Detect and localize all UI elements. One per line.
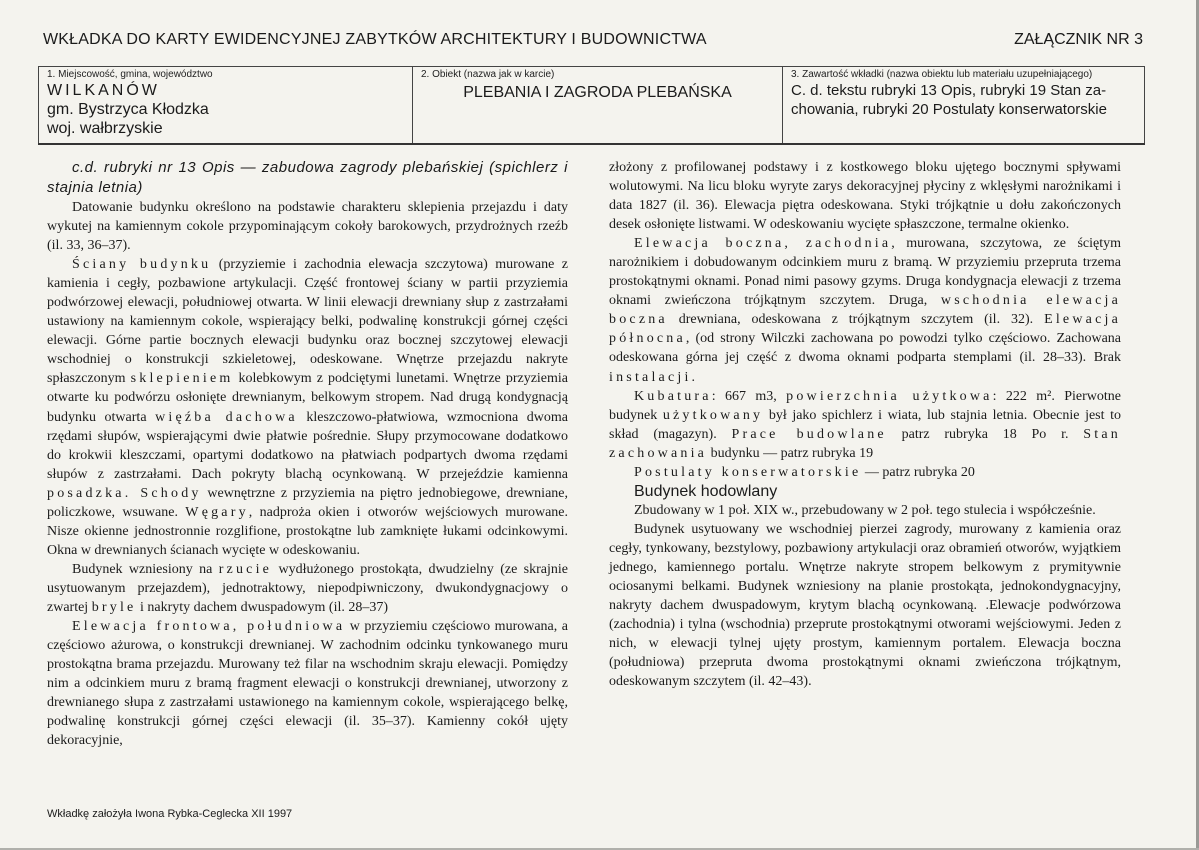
- text: Budynek wzniesiony na: [72, 561, 219, 577]
- field-location-commune: gm. Bystrzyca Kłodzka: [47, 101, 209, 118]
- header-table: [38, 66, 1145, 144]
- form-title: WKŁADKA DO KARTY EWIDENCYJNEJ ZABYTKÓW ARCHITEKTURY I BUDOWNICTWA: [43, 31, 707, 48]
- term: Stan zachowania: [609, 426, 1121, 461]
- term: Kubatura: [634, 388, 712, 404]
- text: patrz rubryka 18 Po r.: [886, 426, 1084, 442]
- text: kleszczowo-płatwiowa, wzmocniona dwoma rzędami słupów, wspierającymi dwie płatwie pośrednie. Słupy przymocowane dodatkowo do krokwii kleszczami, opartymi dodatkowo na płatwiach podpartych dwoma rzędami słupów z zastrzałami. Dach pokryty blachą ocynkowaną. W przejeździe kamienna: [47, 409, 568, 482]
- right-column: [609, 158, 1121, 691]
- term: Prace budowlane: [731, 426, 887, 442]
- paragraph-description: Budynek usytuowany we wschodniej pierzei zagrody, murowany z kamienia oraz cegły, tynkowany, bezstylowy, pozbawiony artykulacji oraz obramień otworów, wyjątkiem jednego, kamiennego portalu. Wnętrze nakryte stropem belkowym z prymitywnie ociosanymi belkami. Budynek wzniesiony na planie prostokąta, jednokondygnacyjny, nakryty dachem dwuspadowym, krytym blachą ocynkowaną. .Elewacje podwórzowa (zachodnia) i tylna (wschodnia) przeprute prostokątnymi otworami wejściowymi. Jeden z nich, w elewacji tylnej ujęty prostym, kamiennym portalem. Elewacja boczna (południowa) przepruta dwoma prostokątnymi oknami zwieńczona trójkątnym, odeskowanym szczytem (il. 42–43).: [609, 521, 1121, 690]
- text: (przyziemie i zachodnia elewacja szczytowa) murowane z kamienia i cegły, pozbawione artykulacji. Część frontowej ściany w partii przyziemia podwórzowej elewacji, południowej otwarta. W linii elewacji drewniany słup z zastrzałami ustawiony na kamiennym cokole, wspierający belki, podwalinę konstrukcji górnej części elewacji. Górne partie bocznych elewacji budynku oraz bocznej szczytowej elewacji wschodniej o konstrukcji szkieletowej, odeskowane. Wnętrze przejazdu nakryte spłaszczonym: [47, 257, 568, 387]
- text: wydłużonego prostokąta, dwudzielny (ze skrajnie usytuowanym przejazdem), jednotraktowy, niepodpiwniczony, dwukondygnacjowy o zwartej: [47, 561, 568, 615]
- paragraph-construction: Zbudowany w 1 poł. XIX w., przebudowany w 2 poł. tego stulecia i współcześnie.: [634, 502, 1096, 518]
- term: Elewacja północna: [609, 312, 1121, 347]
- text: budynku — patrz rubryka 19: [707, 445, 874, 461]
- field-contents-line1: C. d. tekstu rubryki 13 Opis, rubryki 19 Stan za-: [791, 82, 1107, 99]
- text: kolebkowym z podciętymi lunetami. Wnętrze przyziemia otwarte ku podwórzu osłonięte drewnianym, belkowym stropem. Nad drugą kondygnacją budynku otwarta: [47, 371, 569, 425]
- term: Elewacja boczna, zachodnia: [634, 236, 892, 252]
- field-location-town: WILKANÓW: [47, 82, 160, 99]
- annex-number: ZAŁĄCZNIK NR 3: [1014, 31, 1143, 48]
- paragraph-side-elevations: [609, 234, 1121, 386]
- term: wschodnia elewacja boczna: [609, 293, 1121, 328]
- field-location: [39, 67, 413, 143]
- left-column: [47, 158, 568, 750]
- text: , murowana, szczytowa, ze ściętym narożnikiem i dobudowanym odcinkiem muru z bramą. W przyziemiu przepruta trzema prostokątnymi oknami. Ponad nimi pasowy gzyms. Druga kondygnacja elewacji z trzema oknami zwieńczona trójkątnym szczytem. Druga,: [609, 236, 1121, 309]
- term: Węgary: [185, 504, 249, 520]
- field-contents: [783, 67, 1144, 143]
- paragraph-walls: [47, 255, 568, 560]
- field-object: [413, 67, 783, 143]
- paragraph-postulates: [609, 463, 1121, 482]
- paragraph-continuation: złożony z profilowanej podstawy i z kostkowego bloku ujętego bocznymi spływami wolutowymi. Na licu bloku wyryte zarys dekoracyjnej płyciny z wklęsłymi narożnikami i data 1827 (il. 36). Elewacja piętra odeskowana. Styki trójkątnie u dołu zakończonych desek osłonięte listwami. W odeskowaniu wycięte spłaszczone, termalne okienko.: [609, 160, 1121, 233]
- section-heading: Budynek hodowlany: [634, 482, 778, 500]
- term: Ściany budynku: [72, 257, 212, 273]
- text: wewnętrzne z przyziemia na piętro jednobiegowe, drewniane, policzkowe, wsuwane.: [47, 485, 569, 520]
- paragraph-cubature: [609, 387, 1121, 463]
- term: powierzchnia użytkowa: [786, 388, 993, 404]
- text: , (od strony Wilczki zachowana po powodzi tylko częściowo. Zachowana odeskowana górna jej część z dwoma oknami podparta stemplami (il. 28–33). Brak: [609, 331, 1121, 366]
- text: był jako spichlerz i wiata, lub stajnia letnia. Obecnie jest to skład (magazyn).: [609, 407, 1121, 442]
- text: — patrz rubryka 20: [861, 464, 975, 480]
- term: bryle: [91, 599, 137, 615]
- text: : 222 m². Pierwotne budynek: [609, 388, 1122, 423]
- text: , nadproża okien i otworów wejściowych murowane. Nisze okienne jednostronnie rozglifione, prostokątne lub zamknięte łukami odcinkowymi. Okna w drewnianych ścianach wycięte w odeskowaniu.: [47, 504, 568, 558]
- term: Postulaty konserwatorskie: [634, 464, 862, 480]
- field-contents-label: 3. Zawartość wkładki (nazwa obiektu lub materiału uzupełniającego): [791, 69, 1093, 80]
- term: posadzka. Schody: [47, 485, 202, 501]
- text: w przyziemiu częściowo murowana, a częściowo ażurowa, o konstrukcji drewnianej. W zachodnim odcinku tynkowanego muru prostokątna brama przejazdu. Murowany też filar na wschodnim skraju elewacji. Pomiędzy nim a odcinkiem muru z bramą fragment elewacji o konstrukcji drewnianej, utworzony z drewnianego słupa z zastrzałami ustawionego na kamiennym cokole, wspierającego belkę, podwalinę konstrukcji górnej części elewacji (il. 35–37). Kamienny cokół ujęty dekoracyjnie,: [47, 619, 568, 749]
- field-location-voivodeship: woj. wałbrzyskie: [47, 120, 163, 137]
- term: więźba dachowa: [155, 409, 298, 425]
- field-location-label: 1. Miejscowość, gmina, województwo: [47, 69, 213, 80]
- header-divider: [38, 143, 1145, 145]
- section-subtitle: c.d. rubryki nr 13 Opis — zabudowa zagrody plebańskiej (spichlerz i stajnia letnia): [47, 159, 568, 196]
- term: Elewacja frontowa, południowa: [72, 619, 346, 635]
- field-contents-line2: chowania, rubryki 20 Postulaty konserwatorskie: [791, 101, 1107, 118]
- footer-author: Wkładkę założyła Iwona Rybka-Ceglecka XII 1997: [47, 808, 293, 820]
- text: drewniana, odeskowana z trójkątnym szczytem (il. 32).: [667, 312, 1045, 328]
- term: instalacji: [609, 369, 692, 385]
- term: rzucie: [218, 561, 273, 577]
- paragraph-front-elevation: [47, 617, 568, 750]
- text: : 667 m3,: [711, 388, 787, 404]
- term: użytkowany: [662, 407, 764, 423]
- paragraph-plan: [47, 560, 568, 617]
- paragraph-dating: Datowanie budynku określono na podstawie charakteru sklepienia przejazdu i daty wykutej na kamiennym cokole przypominającym cokoły barokowych, przydrożnych rzeźb (il. 33, 36–37).: [47, 200, 568, 254]
- term: sklepieniem: [130, 371, 234, 387]
- field-object-value: PLEBANIA I ZAGRODA PLEBAŃSKA: [463, 84, 732, 101]
- text: .: [691, 369, 696, 385]
- field-object-label: 2. Obiekt (nazwa jak w karcie): [421, 69, 555, 80]
- text: i nakryty dachem dwuspadowym (il. 28–37): [136, 599, 389, 615]
